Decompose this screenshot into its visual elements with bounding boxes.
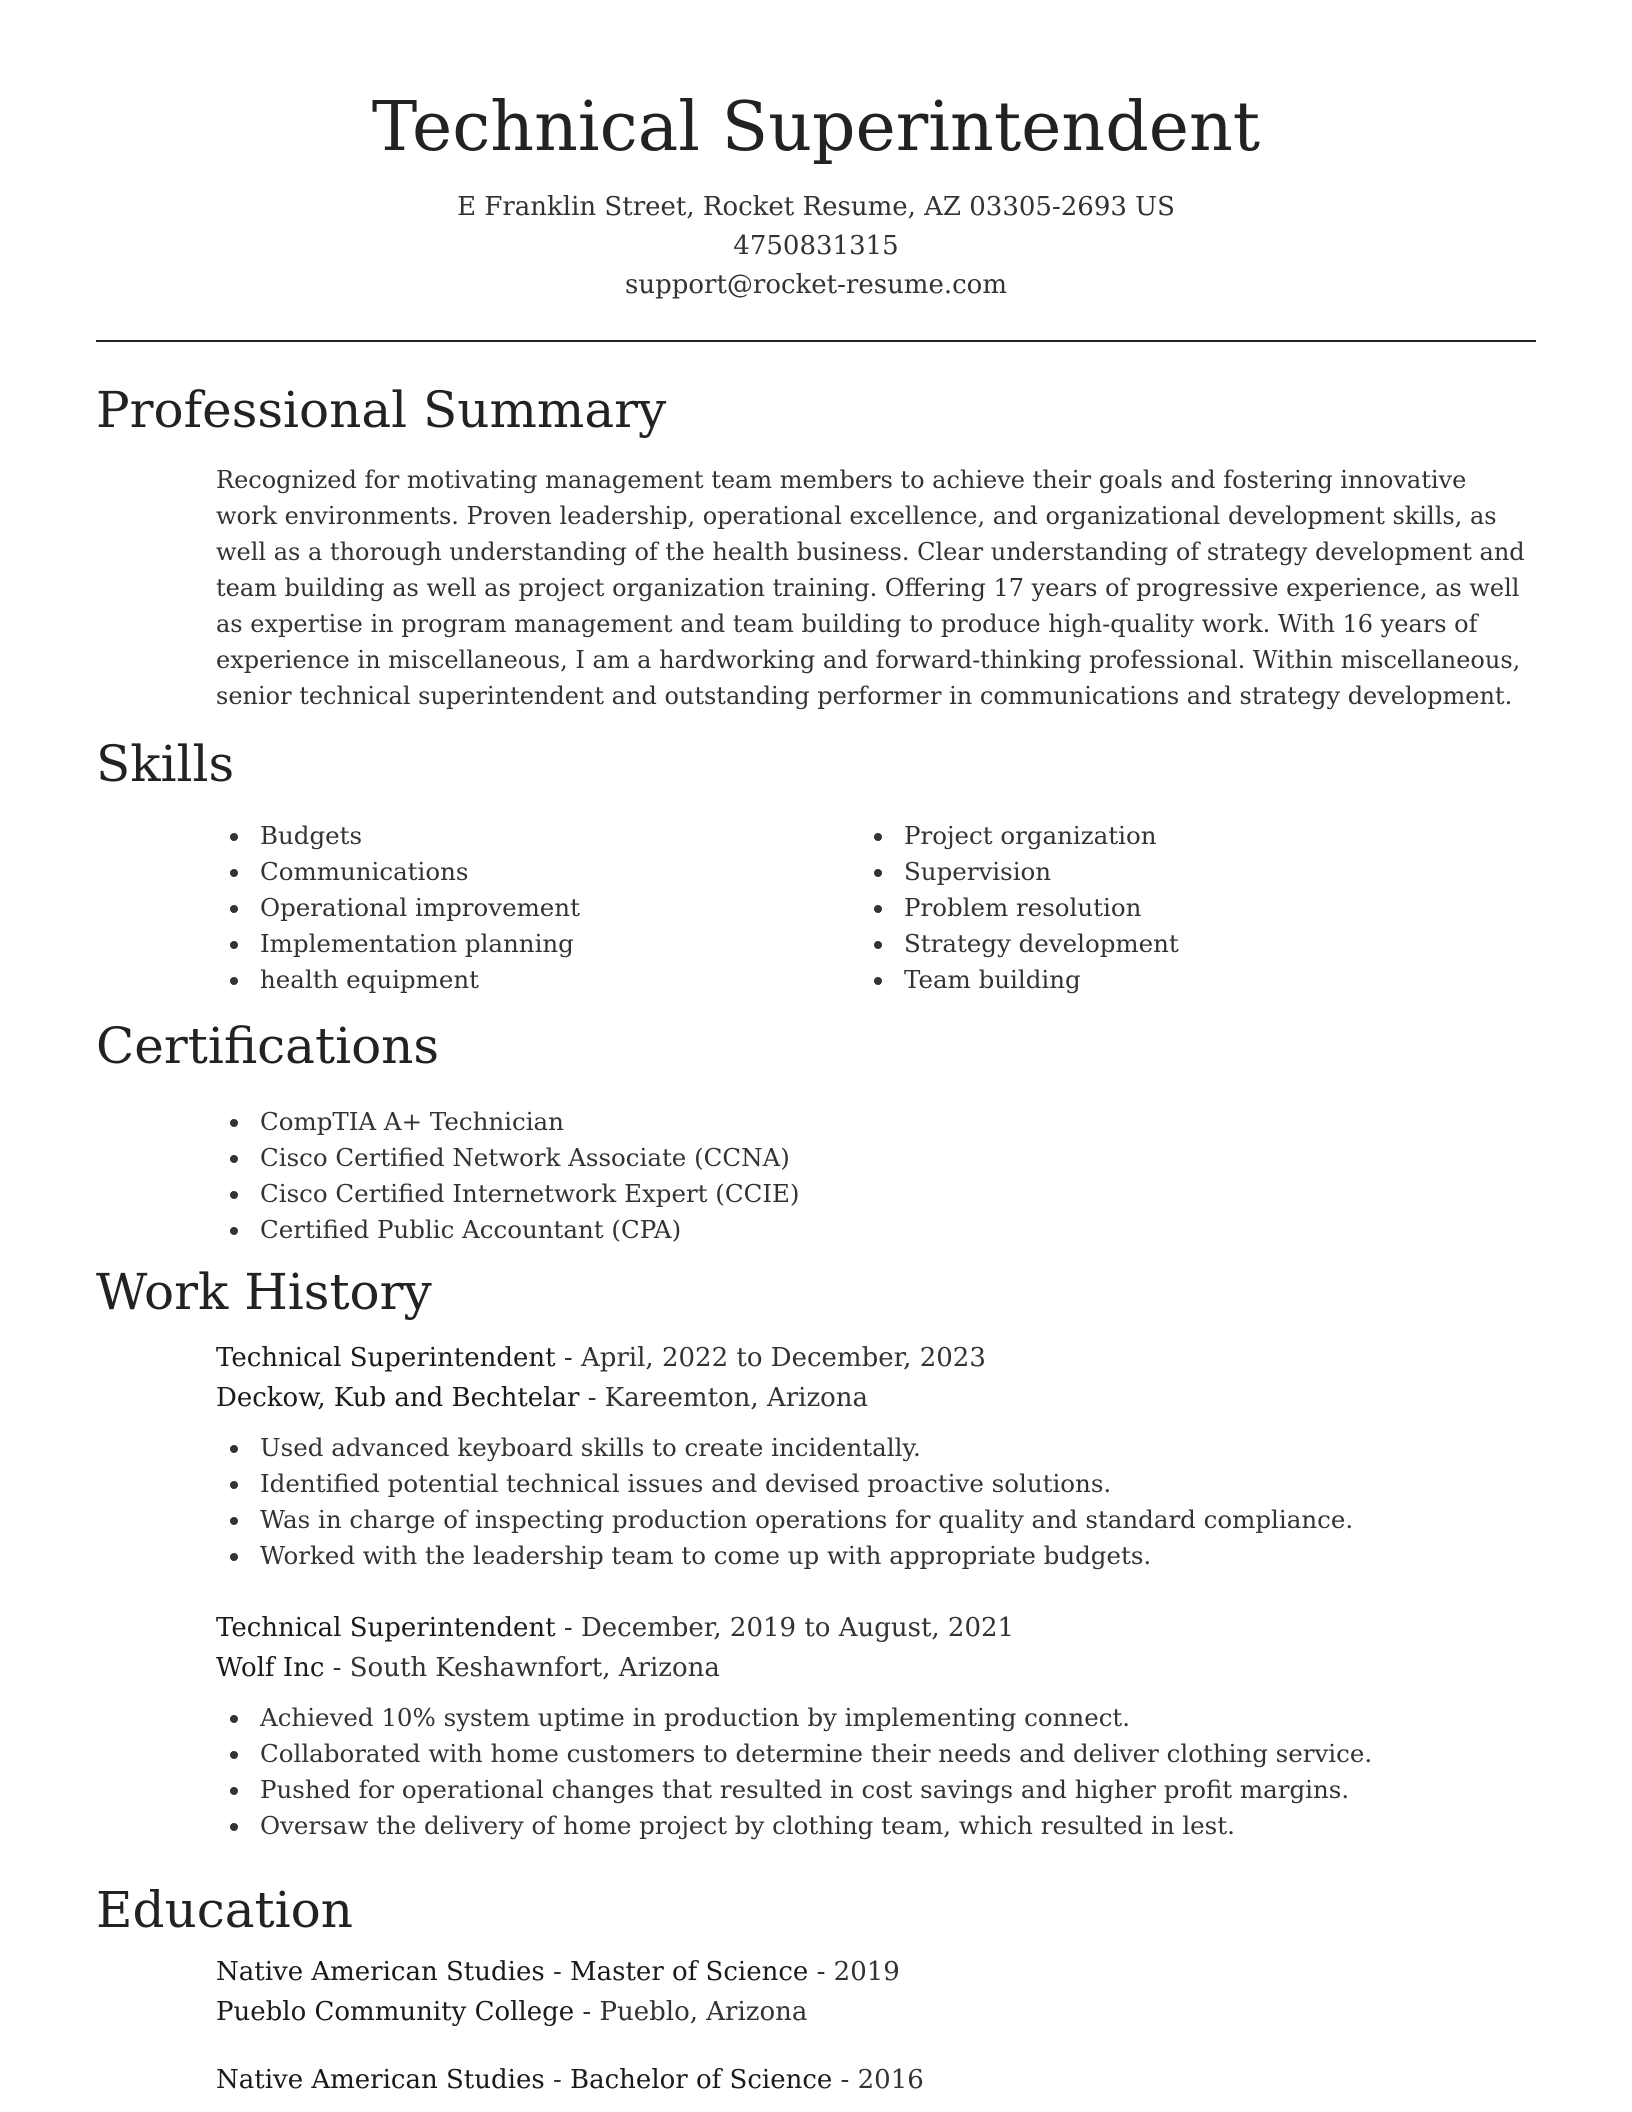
- job-location: Kareemton, Arizona: [604, 1383, 869, 1413]
- skill-item: Communications: [216, 854, 580, 890]
- resume-header: [0, 0, 1632, 305]
- job-role: Technical Superintendent: [216, 1613, 556, 1643]
- job-bullet: Collaborated with home customers to determine their needs and deliver clothing service.: [216, 1736, 1372, 1772]
- job-company-line: Wolf Inc - South Keshawnfort, Arizona: [216, 1653, 720, 1683]
- contact-email: support@rocket-resume.com: [624, 270, 1007, 300]
- job-entry: [216, 1338, 1353, 1574]
- candidate-name: Technical Superintendent: [371, 88, 1261, 167]
- summary-text: Recognized for motivating management team members to achieve their goals and fostering innovative work environments. Proven leadership, operational excellence, and organizational development skills, as well as a thorough understanding of the health business. Clear understanding of strategy development and team building as well as project organization training. Offering 17 years of progressive experience, as well as expertise in program management and team building to produce high-quality work. With 16 years of experience in miscellaneous, I am a hardworking and forward-thinking professional. Within miscellaneous, senior technical superintendent and outstanding performer in communications and strategy development.: [216, 466, 1525, 710]
- job-bullets: [216, 1430, 1353, 1574]
- job-dates: April, 2022 to December, 2023: [580, 1343, 986, 1373]
- education-field: Native American Studies: [216, 2065, 545, 2095]
- skill-item: Project organization: [860, 818, 1179, 854]
- education-school-line: Pueblo Community College - Pueblo, Arizona: [216, 1997, 808, 2027]
- certification-item: Certified Public Accountant (CPA): [216, 1212, 799, 1248]
- contact-phone: 4750831315: [733, 231, 899, 261]
- job-bullet: Was in charge of inspecting production operations for quality and standard compliance.: [216, 1502, 1353, 1538]
- skill-item: Operational improvement: [216, 890, 580, 926]
- skill-item: Budgets: [216, 818, 580, 854]
- job-bullet: Achieved 10% system uptime in production by implementing connect.: [216, 1700, 1372, 1736]
- education-entry: [216, 2060, 924, 2100]
- contact-address: E Franklin Street, Rocket Resume, AZ 03305-2693 US: [457, 192, 1175, 222]
- job-company-line: Deckow, Kub and Bechtelar - Kareemton, Arizona: [216, 1383, 869, 1413]
- skill-item: Team building: [860, 962, 1179, 998]
- education-degree: Master of Science: [570, 1957, 809, 1987]
- education-degree-line: Native American Studies - Master of Science - 2019: [216, 1957, 900, 1987]
- job-role: Technical Superintendent: [216, 1343, 556, 1373]
- education-year: 2019: [833, 1957, 900, 1987]
- skills-right-column: [860, 818, 1179, 998]
- certifications-heading: Certifications: [96, 1017, 440, 1075]
- education-school: Pueblo Community College: [216, 1997, 575, 2027]
- header-divider: [96, 340, 1536, 342]
- job-company: Deckow, Kub and Bechtelar: [216, 1383, 580, 1413]
- job-title-line: Technical Superintendent - December, 2019 to August, 2021: [216, 1613, 1015, 1643]
- certification-item: CompTIA A+ Technician: [216, 1104, 799, 1140]
- education-location: Pueblo, Arizona: [599, 1997, 808, 2027]
- contact-info: [0, 188, 1632, 305]
- skill-item: Strategy development: [860, 926, 1179, 962]
- education-year: 2016: [857, 2065, 924, 2095]
- skill-item: Supervision: [860, 854, 1179, 890]
- job-title-line: Technical Superintendent - April, 2022 to December, 2023: [216, 1343, 986, 1373]
- job-entry: [216, 1608, 1372, 1844]
- work-history-heading: Work History: [96, 1263, 432, 1321]
- job-dates: December, 2019 to August, 2021: [580, 1613, 1015, 1643]
- education-field: Native American Studies: [216, 1957, 545, 1987]
- job-bullet: Oversaw the delivery of home project by clothing team, which resulted in lest.: [216, 1808, 1372, 1844]
- job-location: South Keshawnfort, Arizona: [349, 1653, 720, 1683]
- job-bullet: Identified potential technical issues and devised proactive solutions.: [216, 1466, 1353, 1502]
- skills-left-column: [216, 818, 580, 998]
- skill-item: Problem resolution: [860, 890, 1179, 926]
- education-entry: [216, 1952, 900, 2032]
- job-bullets: [216, 1700, 1372, 1844]
- summary-heading: Professional Summary: [96, 381, 667, 439]
- certifications-list: [216, 1104, 799, 1248]
- job-bullet: Worked with the leadership team to come up with appropriate budgets.: [216, 1538, 1353, 1574]
- skills-heading: Skills: [96, 735, 235, 793]
- skill-item: health equipment: [216, 962, 580, 998]
- education-degree-line: Native American Studies - Bachelor of Science - 2016: [216, 2065, 924, 2095]
- education-heading: Education: [96, 1881, 353, 1939]
- job-bullet: Used advanced keyboard skills to create incidentally.: [216, 1430, 1353, 1466]
- education-degree: Bachelor of Science: [570, 2065, 833, 2095]
- certification-item: Cisco Certified Internetwork Expert (CCIE): [216, 1176, 799, 1212]
- skill-item: Implementation planning: [216, 926, 580, 962]
- job-bullet: Pushed for operational changes that resulted in cost savings and higher profit margins.: [216, 1772, 1372, 1808]
- job-company: Wolf Inc: [216, 1653, 325, 1683]
- certification-item: Cisco Certified Network Associate (CCNA): [216, 1140, 799, 1176]
